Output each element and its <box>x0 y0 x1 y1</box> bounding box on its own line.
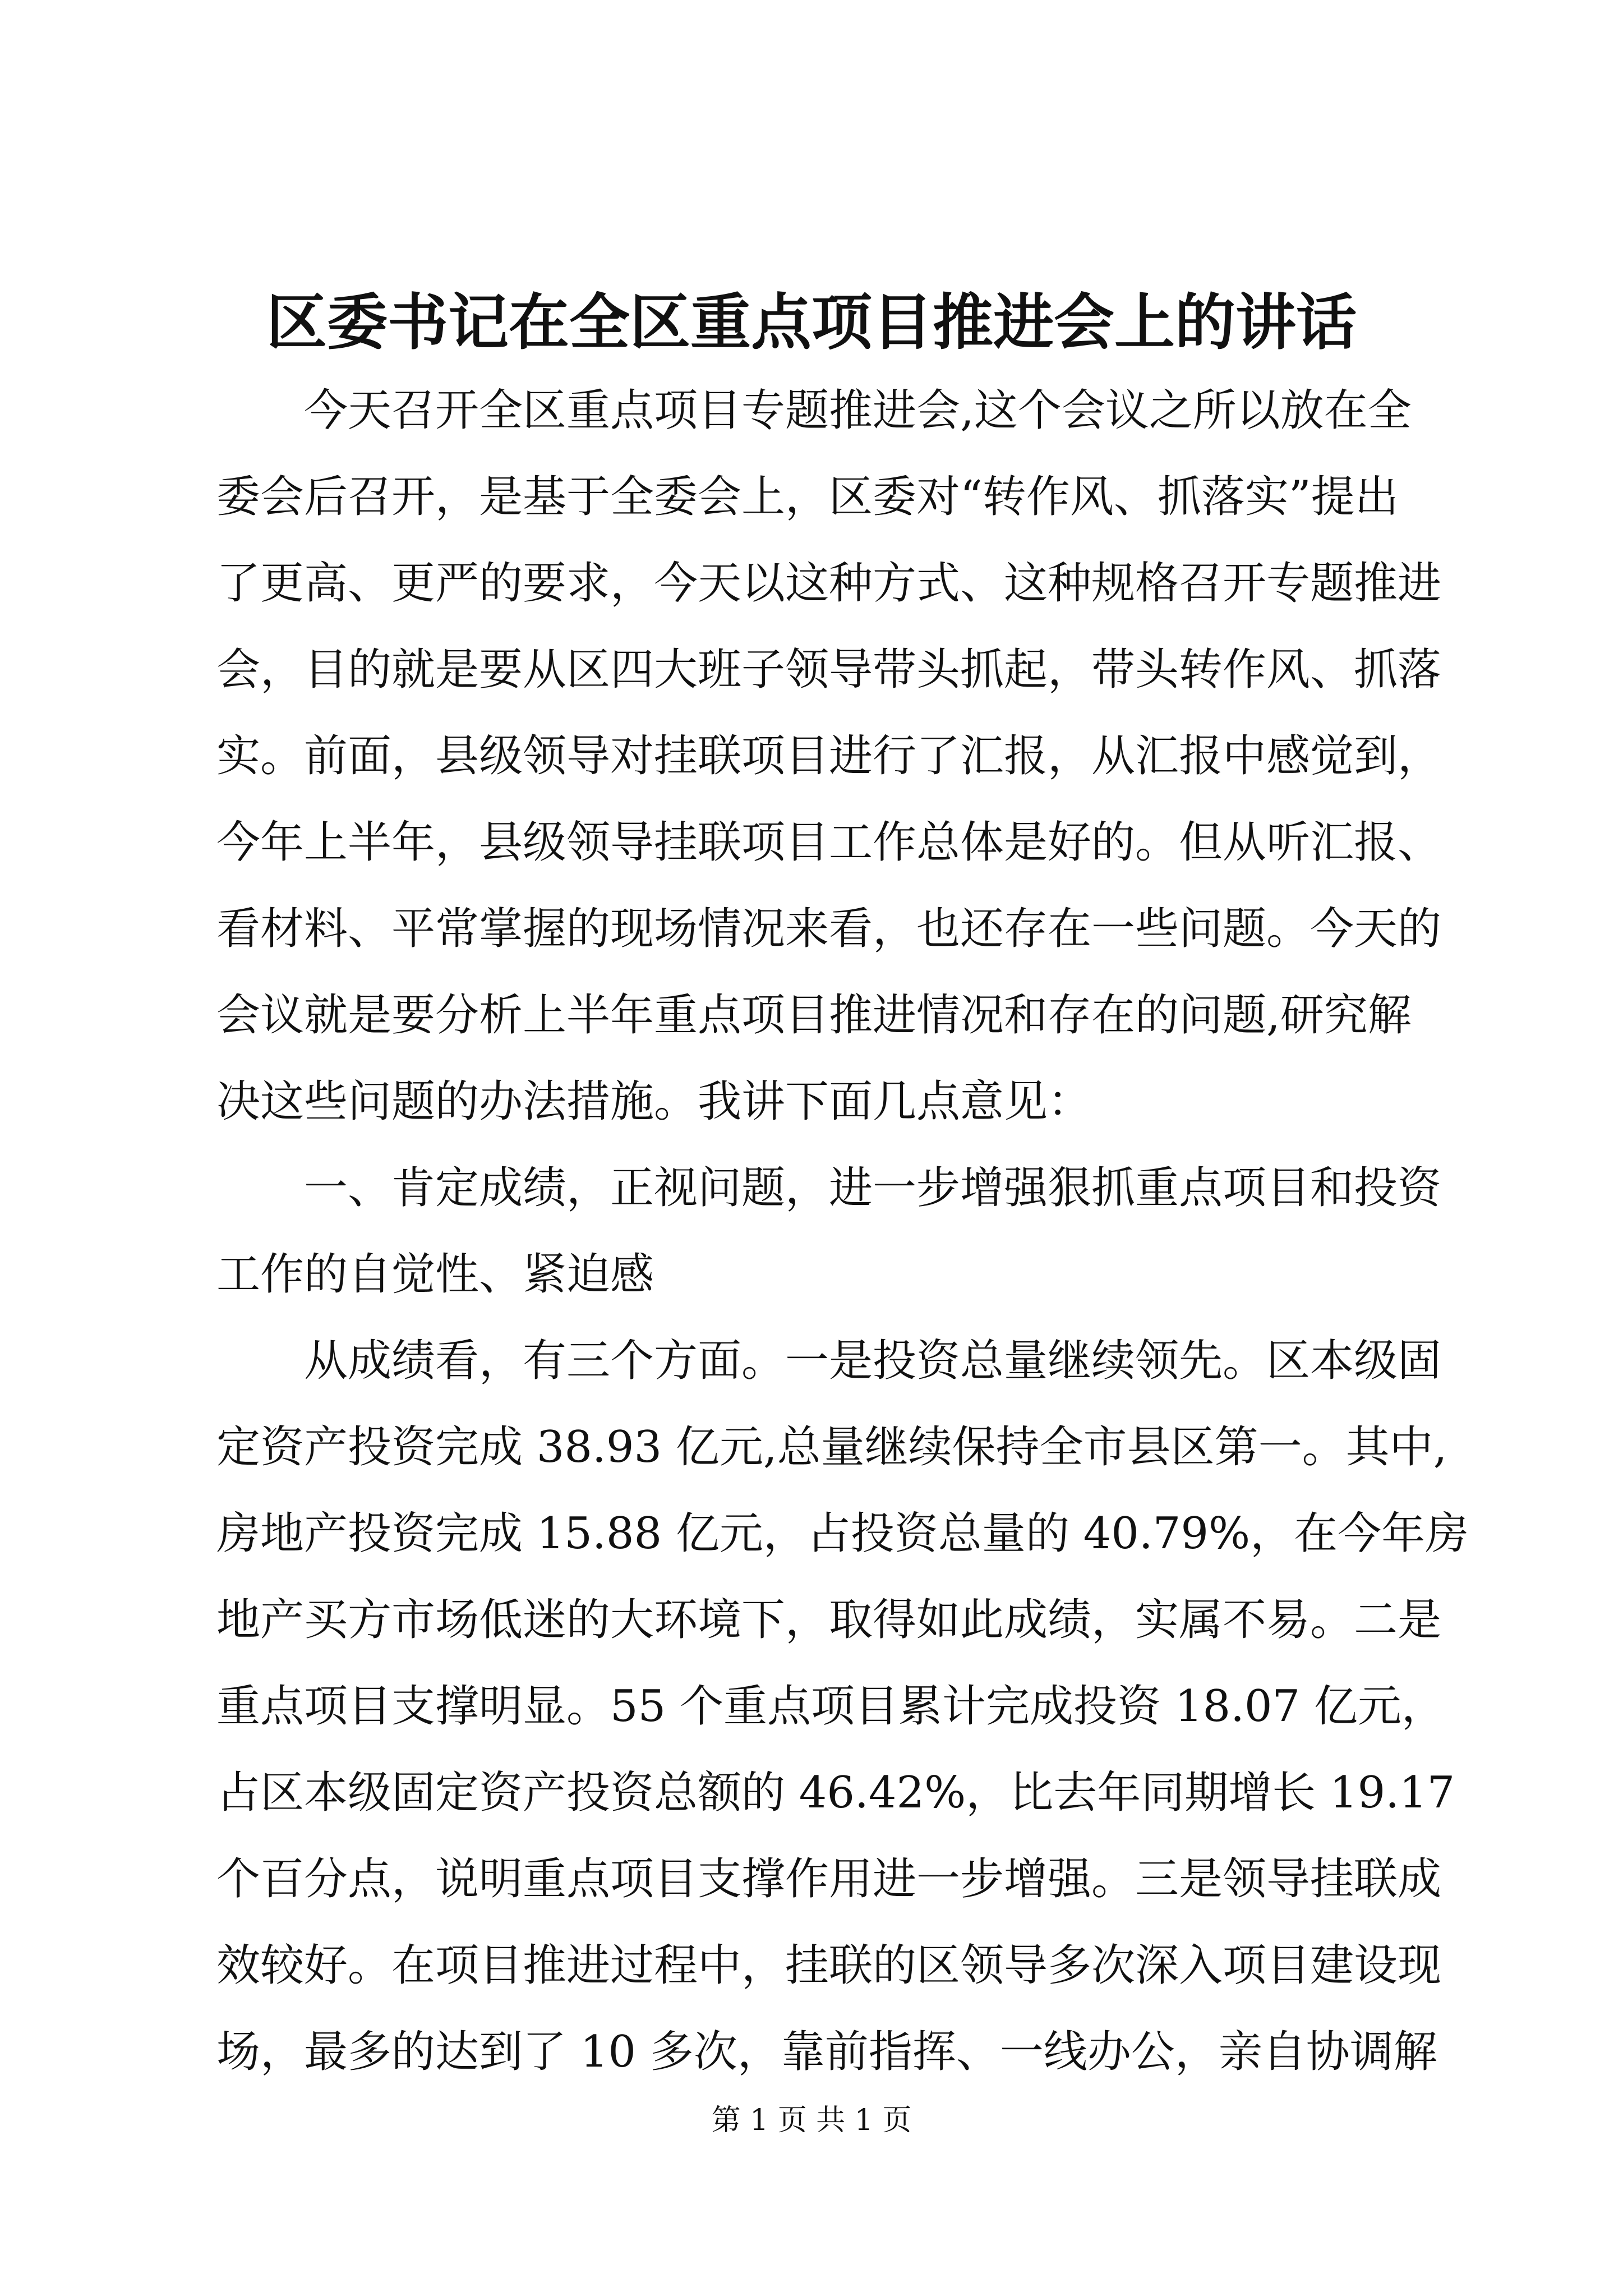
body-line-15: 地产买方市场低迷的大环境下，取得如此成绩，实属不易。二是 <box>216 1595 1442 1645</box>
body-line-17: 占区本级固定资产投资总额的 46.42%，比去年同期增长 19.17 <box>216 1768 1455 1818</box>
body-line-19: 效较好。在项目推进过程中，挂联的区领导多次深入项目建设现 <box>216 1940 1442 1991</box>
body-line-14: 房地产投资完成 15.88 亿元，占投资总量的 40.79%，在今年房 <box>216 1508 1469 1559</box>
document-body <box>216 367 1469 2095</box>
body-line-9: 决这些问题的办法措施。我讲下面几点意见： <box>216 1076 1092 1127</box>
body-line-6: 今年上半年，县级领导挂联项目工作总体是好的。但从听汇报、 <box>216 817 1442 868</box>
body-line-7: 看材料、平常掌握的现场情况来看，也还存在一些问题。今天的 <box>216 904 1442 954</box>
document-title: 区委书记在全区重点项目推进会上的讲话 <box>266 287 1357 358</box>
body-line-12: 从成绩看，有三个方面。一是投资总量继续领先。区本级固 <box>216 1336 1442 1386</box>
body-line-18: 个百分点，说明重点项目支撑作用进一步增强。三是领导挂联成 <box>216 1854 1442 1904</box>
section-heading-line-1: 一、肯定成绩，正视问题，进一步增强狠抓重点项目和投资 <box>216 1163 1442 1213</box>
body-line-2: 委会后召开，是基于全委会上，区委对“转作风、抓落实”提出 <box>216 472 1399 522</box>
body-line-20: 场，最多的达到了 10 多次，靠前指挥、一线办公，亲自协调解 <box>216 2027 1437 2077</box>
body-line-16: 重点项目支撑明显。55 个重点项目累计完成投资 18.07 亿元， <box>216 1681 1445 1732</box>
body-line-1: 今天召开全区重点项目专题推进会,这个会议之所以放在全 <box>216 385 1412 436</box>
body-line-8: 会议就是要分析上半年重点项目推进情况和存在的问题,研究解 <box>216 990 1412 1041</box>
body-line-5: 实。前面，县级领导对挂联项目进行了汇报，从汇报中感觉到， <box>216 731 1442 781</box>
body-line-4: 会，目的就是要从区四大班子领导带头抓起，带头转作风、抓落 <box>216 645 1442 695</box>
body-line-13: 定资产投资完成 38.93 亿元,总量继续保持全市县区第一。其中, <box>216 1422 1447 1473</box>
body-line-3: 了更高、更严的要求，今天以这种方式、这种规格召开专题推进 <box>216 558 1442 609</box>
section-heading-line-2: 工作的自觉性、紧迫感 <box>216 1249 654 1300</box>
page-footer: 第 1 页 共 1 页 <box>711 2104 912 2137</box>
